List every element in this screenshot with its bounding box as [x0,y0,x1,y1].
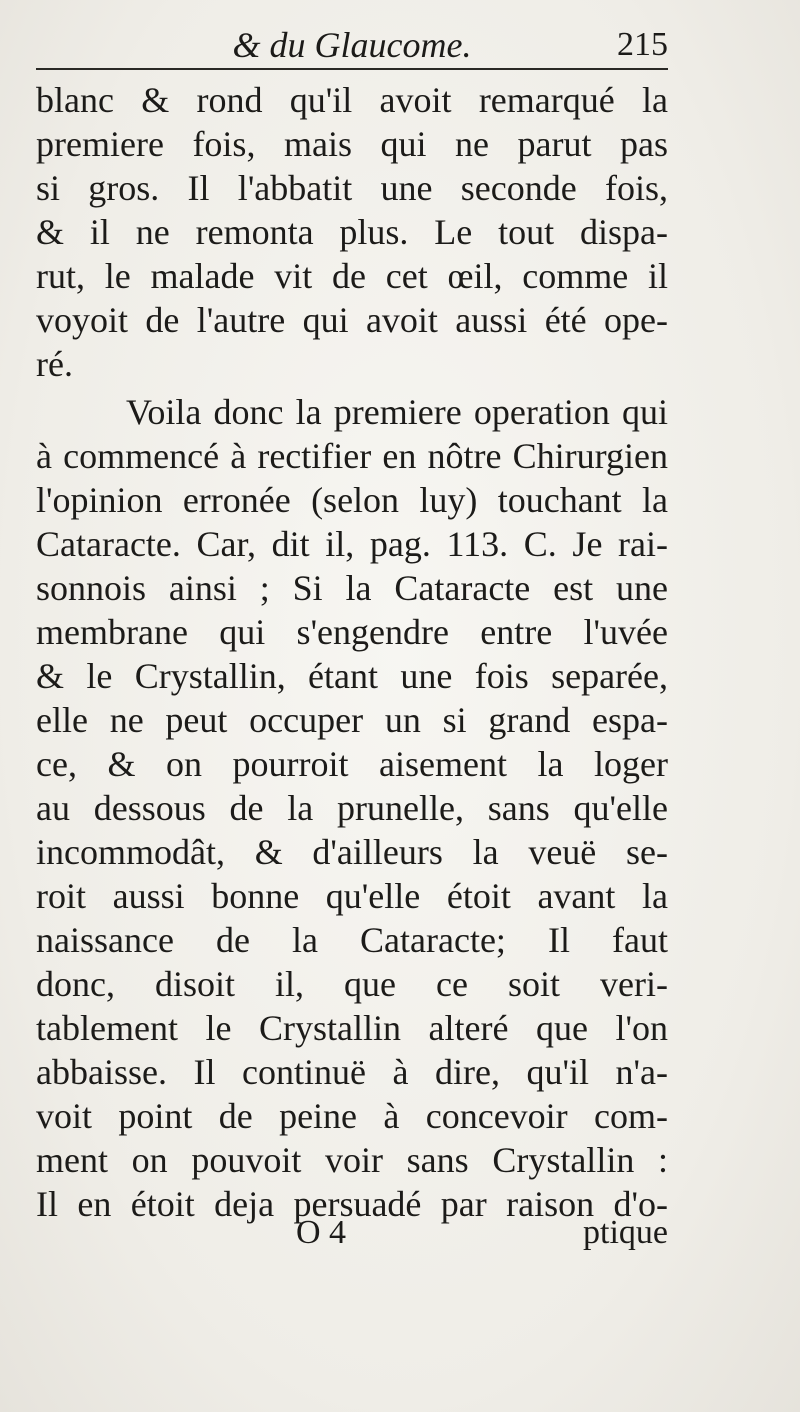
text-line: Cataracte. Car, dit il, pag. 113. C. Je rai- [36,524,668,564]
text-line: donc, disoit il, que ce soit veri- [36,964,668,1004]
page-header [36,22,668,70]
text-line: abbaisse. Il continuë à dire, qu'il n'a- [36,1052,668,1092]
signature-mark: O 4 [296,1214,347,1251]
paragraph [36,390,668,1226]
text-line: ment on pouvoit voir sans Crystallin : [36,1140,668,1180]
page-number: 215 [617,26,668,63]
text-line: tablement le Crystallin alteré que l'on [36,1008,668,1048]
text-line: premiere fois, mais qui ne parut pas [36,124,668,164]
catchword: ptique [583,1214,668,1251]
text-line: & il ne remonta plus. Le tout dispa- [36,212,668,252]
text-line: au dessous de la prunelle, sans qu'elle [36,788,668,828]
text-line: membrane qui s'engendre entre l'uvée [36,612,668,652]
paragraph [36,78,668,386]
text-line: si gros. Il l'abbatit une seconde fois, [36,168,668,208]
text-line: blanc & rond qu'il avoit remarqué la [36,80,668,120]
text-line: ce, & on pourroit aisement la loger [36,744,668,784]
text-line: à commencé à rectifier en nôtre Chirurgien [36,436,668,476]
body-text [36,78,668,1226]
text-line: elle ne peut occuper un si grand espa- [36,700,668,740]
text-line: l'opinion erronée (selon luy) touchant la [36,480,668,520]
text-line: voit point de peine à concevoir com- [36,1096,668,1136]
text-line: rut, le malade vit de cet œil, comme il [36,256,668,296]
text-line: naissance de la Cataracte; Il faut [36,920,668,960]
running-title: & du Glaucome. [232,25,472,65]
text-line: roit aussi bonne qu'elle étoit avant la [36,876,668,916]
text-line: voyoit de l'autre qui avoit aussi été ope- [36,300,668,340]
text-line: & le Crystallin, étant une fois separée, [36,656,668,696]
text-line: Voila donc la premiere operation qui [126,392,668,432]
text-line: incommodât, & d'ailleurs la veuë se- [36,832,668,872]
text-line: ré. [36,344,73,384]
text-line: Il en étoit deja persuadé par raison d'o- [36,1184,668,1224]
page-footer [36,1210,668,1256]
text-line: sonnois ainsi ; Si la Cataracte est une [36,568,668,608]
